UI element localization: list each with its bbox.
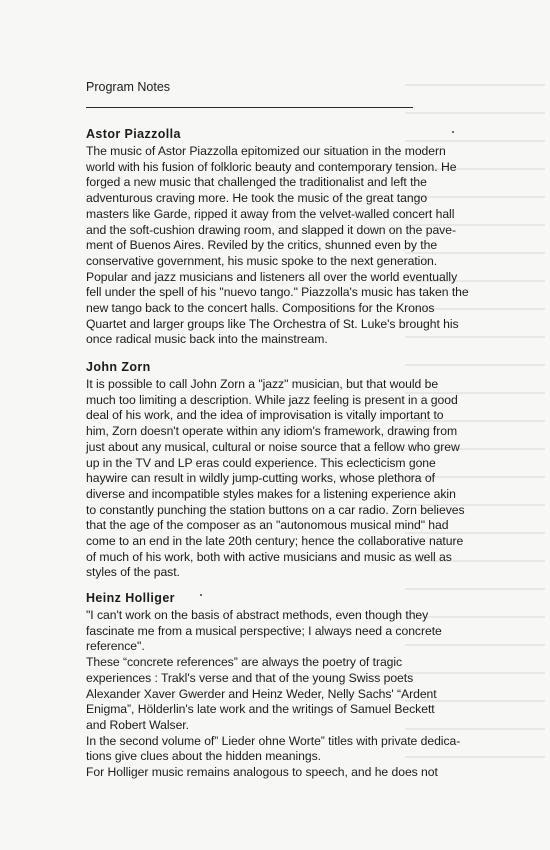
section-heading: John Zorn	[86, 360, 151, 374]
paragraph-line: much too limiting a description. While jazz feeling is present in a good	[86, 392, 458, 407]
paragraph-line: forged a new music that challenged the traditionalist and left the	[86, 175, 427, 190]
paragraph-line: reference".	[86, 639, 145, 654]
paragraph-line: world with his fusion of folkloric beauty and contemporary tension. He	[86, 159, 457, 174]
paragraph-line: Alexander Xaver Gwerder and Heinz Weder, Nelly Sachs' “Ardent	[86, 686, 437, 701]
paragraph-line: In the second volume of” Lieder ohne Worte” titles with private dedica-	[86, 733, 461, 748]
paragraph-line: new tango back to the concert halls. Compositions for the Kronos	[86, 301, 435, 316]
title-divider	[86, 107, 413, 108]
paragraph-line: ment of Buenos Aires. Reviled by the critics, shunned even by the	[86, 238, 438, 253]
paragraph-line: Enigma”, Hölderlin's late work and the writings of Samuel Beckett	[86, 702, 435, 717]
paragraph-line: masters like Garde, ripped it away from the velvet-walled concert hall	[86, 206, 455, 221]
section-astor-piazzolla	[86, 126, 494, 348]
paragraph-line: come to an end in the late 20th century; hence the collaborative nature	[86, 534, 464, 549]
section-heading: Astor Piazzolla	[86, 127, 181, 141]
paragraph-line: These “concrete references” are always the poetry of tragic	[86, 655, 403, 670]
paragraph-line: to constantly punching the station buttons on a car radio. Zorn believes	[86, 502, 465, 517]
paragraph-line: Popular and jazz musicians and listeners all over the world eventually	[86, 269, 458, 284]
paragraph-line: and Robert Walser.	[86, 717, 189, 732]
paragraph-line: adventurous craving more. He took the music of the great tango	[86, 191, 428, 206]
paragraph-line: deal of his work, and the idea of improvisation is vitally important to	[86, 408, 444, 423]
paragraph-line: him, Zorn doesn't operate within any idiom's framework, drawing from	[86, 424, 458, 439]
paragraph-line: For Holliger music remains analogous to speech, and he does not	[86, 765, 438, 780]
ink-speck	[200, 594, 202, 596]
paragraph-line: tions give clues about the hidden meanings.	[86, 749, 321, 764]
paragraph-line: experiences : Trakl's verse and that of the young Swiss poets	[86, 670, 414, 685]
section-heinz-holliger	[86, 590, 494, 781]
paragraph-line: haywire can result in wildly jump-cutting works, whose plethora of	[86, 471, 435, 486]
paragraph-line: once radical music back into the mainstream.	[86, 332, 328, 347]
section-john-zorn	[86, 359, 494, 581]
section-heading: Heinz Holliger	[86, 591, 175, 605]
paragraph-line: diverse and incompatible styles makes for a listening experience akin	[86, 486, 456, 501]
paragraph-line: just about any musical, cultural or noise source that a fellow who grew	[86, 439, 460, 454]
paragraph-line: that the age of the composer as an "autonomous musical mind" had	[86, 518, 449, 533]
paragraph-line: styles of the past.	[86, 565, 180, 580]
paragraph-line: fascinate me from a musical perspective; I always need a concrete	[86, 623, 442, 638]
paragraph-line: of much of his work, both with active musicians and music as well as	[86, 549, 452, 564]
paragraph-line: fell under the spell of his "nuevo tango." Piazzolla's music has taken the	[86, 285, 469, 300]
paragraph-line: and the soft-cushion drawing room, and slapped it down on the pave-	[86, 222, 456, 237]
ink-speck	[452, 131, 454, 133]
paragraph-line: It is possible to call John Zorn a "jazz" musician, but that would be	[86, 377, 439, 391]
paragraph-line: up in the TV and LP eras could experience. This eclecticism gone	[86, 455, 436, 470]
paragraph-line: The music of Astor Piazzolla epitomized our situation in the modern	[86, 144, 446, 158]
paragraph-line: Quartet and larger groups like The Orchestra of St. Luke's brought his	[86, 316, 459, 331]
paragraph-line: "I can't work on the basis of abstract methods, even though they	[86, 608, 429, 622]
page-title: Program Notes	[86, 80, 171, 94]
paragraph-line: conservative government, his music spoke to the next generation.	[86, 253, 438, 268]
